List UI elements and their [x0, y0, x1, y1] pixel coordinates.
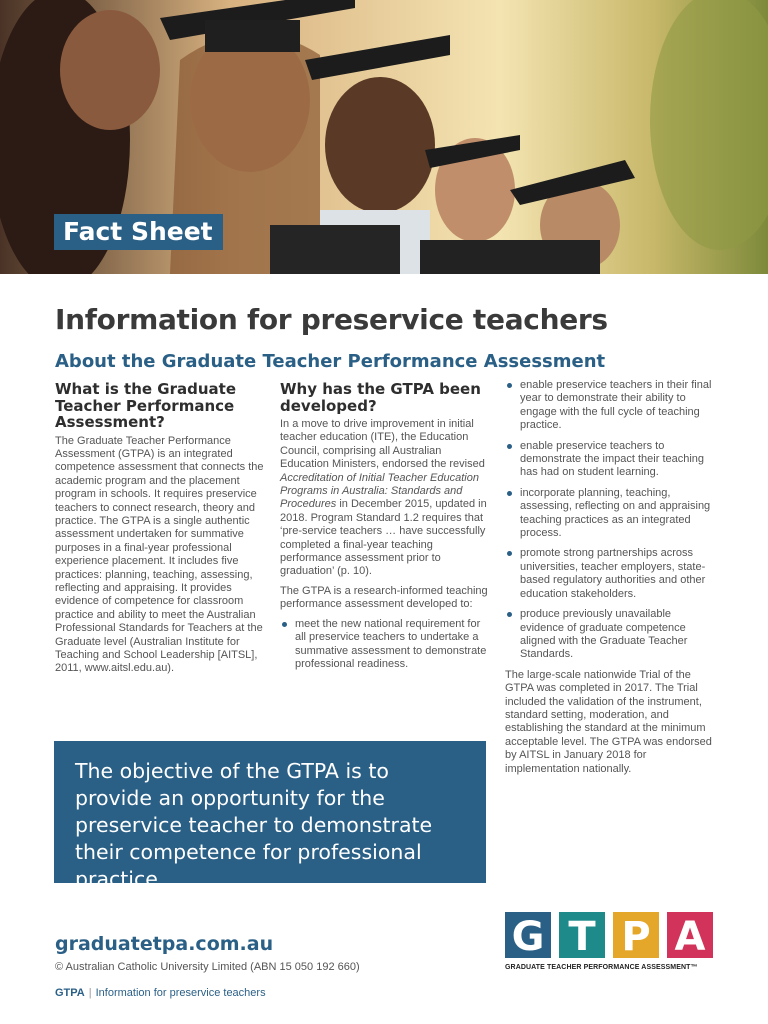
logo-letter-a: A: [667, 912, 713, 958]
fact-sheet-tag: Fact Sheet: [54, 214, 223, 250]
footer-doc-title: Information for preservice teachers: [95, 987, 266, 999]
what-is-heading: What is the Graduate Teacher Performance Assessment?: [55, 380, 236, 431]
column-continued: [505, 379, 715, 782]
list-item: enable preservice teachers in their final year to demonstrate their ability to engage with the full cycle of teaching practice.: [505, 379, 715, 433]
why-paragraph-1: In a move to drive improvement in initial teacher education (ITE), the Education Council, comprising all Australian Education Ministers, endorsed the revised Accreditation of Initial Teacher Education Programs in Australia: Standards and Procedures in December 2015, updated in 2018. Program Standard 1.2 requires that ‘pre-service teachers … have successfully completed a final-year teaching performance assessment prior to graduation’ (p. 10).: [280, 418, 487, 578]
footer-running-title: [55, 987, 266, 999]
bullet-icon: [507, 444, 512, 449]
bullet-icon: [507, 551, 512, 556]
section-subtitle: About the Graduate Teacher Performance Assessment: [55, 351, 606, 372]
list-item: promote strong partnerships across universities, teacher employers, state-based regulatory authorities and other education stakeholders.: [505, 547, 715, 601]
list-item: produce previously unavailable evidence of graduate competence aligned with the Graduate Teacher Standards.: [505, 608, 715, 662]
footer-brand: GTPA: [55, 987, 85, 999]
list-item: enable preservice teachers to demonstrate the impact their teaching has had on student learning.: [505, 440, 715, 480]
what-is-body: The Graduate Teacher Performance Assessment (GTPA) is an integrated competence assessment that connects the academic program and the placement program in schools. It requires preservice teachers to connect research, theory and practice. The GTPA is a single authentic assessment undertaken for summative purposes in a final-year professional experience placement. It includes five practices: planning, teaching, assessing, reflecting and appraising. It provides evidence of competence for classroom practice and ability to meet the Australian Professional Standards for Teachers at the Graduate level (Australian Institute for Teaching and School Leadership [AITSL], 2011, www.aitsl.edu.au).: [55, 434, 264, 675]
trial-paragraph: The large-scale nationwide Trial of the GTPA was completed in 2017. The Trial included the validation of the instrument, standard setting, moderation, and establishing the standard at the minimum acceptable level. The GTPA was endorsed by AITSL in January 2018 for implementation nationally.: [505, 668, 712, 775]
bullet-icon: [507, 612, 512, 617]
website-link[interactable]: graduatetpa.com.au: [55, 933, 274, 955]
why-bullet-list: [280, 618, 490, 672]
purpose-bullet-list: [505, 379, 715, 662]
bullet-icon: [507, 491, 512, 496]
logo-letter-t: T: [559, 912, 605, 958]
footer-separator: |: [88, 987, 92, 999]
objective-callout: The objective of the GTPA is to provide an opportunity for the preservice teacher to demonstrate their competence for professional practice.: [54, 741, 486, 883]
copyright-text: © Australian Catholic University Limited (ABN 15 050 192 660): [55, 961, 360, 973]
page-title: Information for preservice teachers: [55, 303, 608, 336]
logo-letter-p: P: [613, 912, 659, 958]
list-item: incorporate planning, teaching, assessing, reflecting on and appraising teaching practices as an integrated process.: [505, 487, 715, 541]
list-item: meet the new national requirement for all preservice teachers to undertake a summative assessment to demonstrate professional readiness.: [280, 618, 490, 672]
logo-letter-g: G: [505, 912, 551, 958]
column-why: [280, 381, 490, 678]
gtpa-logo: [505, 912, 715, 974]
column-what-is: [55, 381, 267, 682]
bullet-icon: [507, 383, 512, 388]
hero-image: [0, 0, 768, 274]
why-paragraph-2: The GTPA is a research-informed teaching performance assessment developed to:: [280, 584, 488, 611]
bullet-icon: [282, 622, 287, 627]
why-heading: Why has the GTPA been developed?: [280, 380, 481, 415]
logo-tagline: GRADUATE TEACHER PERFORMANCE ASSESSMENT™: [505, 964, 698, 971]
